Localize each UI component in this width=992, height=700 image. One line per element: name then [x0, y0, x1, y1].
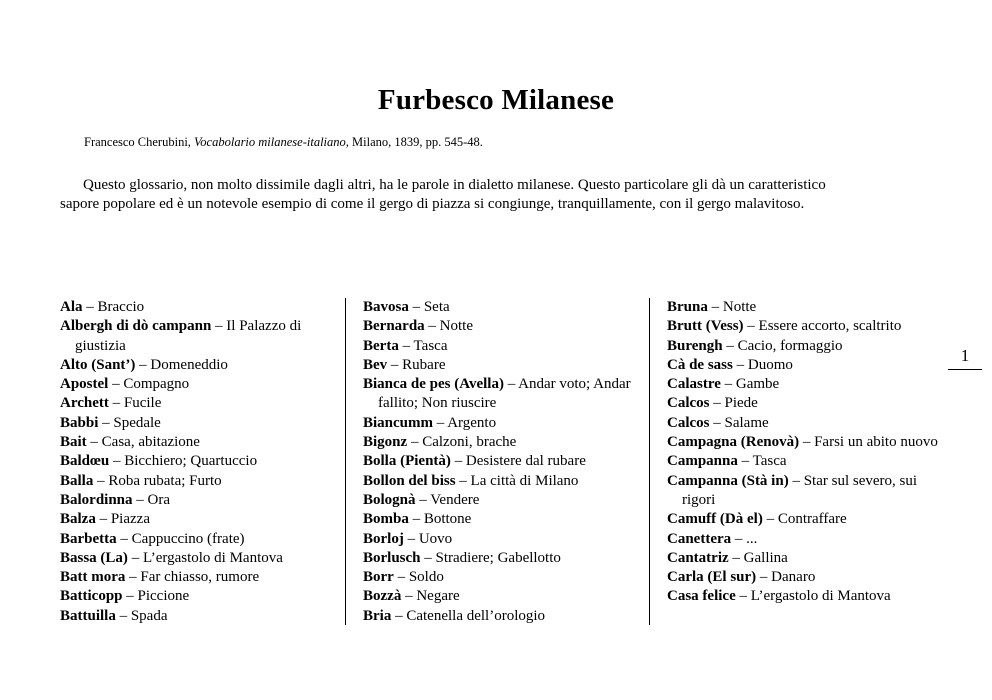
glossary-entry — [60, 298, 340, 317]
glossary-term: Barbetta — [60, 530, 117, 547]
glossary-column-2 — [363, 298, 643, 626]
glossary-entry — [60, 317, 340, 356]
glossary-definition: – Notte — [424, 318, 473, 335]
glossary-definition: – Calzoni, brache — [407, 434, 517, 451]
glossary-term: Bolognà — [363, 491, 416, 508]
intro-paragraph — [60, 176, 940, 214]
glossary-term: Carla (El sur) — [667, 569, 757, 586]
glossary-entry — [60, 607, 340, 626]
glossary-definition: – Gambe — [720, 376, 780, 393]
column-divider — [649, 298, 650, 625]
intro-line-2: sapore popolare ed è un notevole esempio di come il gergo di piazza si congiunge, tranquillamente, con il gergo malavitoso. — [60, 196, 805, 212]
glossary-entry — [60, 587, 340, 606]
glossary-entry — [363, 510, 643, 529]
glossary-term: Campanna — [667, 453, 738, 470]
glossary-term: Borloj — [363, 530, 404, 547]
glossary-entry — [667, 568, 947, 587]
glossary-term: Albergh di dò campann — [60, 318, 212, 335]
glossary-definition: – Duomo — [732, 356, 793, 373]
glossary-entry — [60, 549, 340, 568]
glossary-definition: – Cacio, formaggio — [722, 337, 843, 354]
glossary-definition: – Andar voto; Andar fallito; Non riuscire — [378, 376, 631, 412]
glossary-definition: – Fucile — [108, 395, 162, 412]
glossary-term: Calastre — [667, 376, 721, 393]
glossary-definition: – Ora — [132, 491, 171, 508]
glossary-term: Bassa (La) — [60, 549, 128, 566]
glossary-entry — [363, 587, 643, 606]
glossary-definition: – Il Palazzo di giustizia — [75, 318, 302, 354]
column-divider — [345, 298, 346, 625]
glossary-entry — [667, 394, 947, 413]
glossary-term: Bollon del biss — [363, 472, 456, 489]
glossary-term: Bomba — [363, 511, 409, 528]
glossary-definition: – Desistere dal rubare — [450, 453, 586, 470]
glossary-entry — [363, 356, 643, 375]
glossary-entry — [667, 549, 947, 568]
glossary-definition: – Catenella dell’orologio — [391, 607, 546, 624]
glossary-entry — [60, 433, 340, 452]
glossary-term: Berta — [363, 337, 399, 354]
glossary-term: Camuff (Dà el) — [667, 511, 763, 528]
glossary-term: Bavosa — [363, 299, 409, 315]
glossary-definition: – La città di Milano — [455, 472, 579, 489]
glossary-entry — [667, 356, 947, 375]
glossary-definition: – Tasca — [737, 453, 787, 470]
glossary-entry — [667, 530, 947, 549]
glossary-entry — [667, 587, 947, 606]
glossary-term: Apostel — [60, 376, 109, 393]
glossary-term: Burengh — [667, 337, 723, 354]
glossary-definition: – Argento — [433, 414, 497, 431]
glossary-entry — [667, 337, 947, 356]
glossary-definition: – Casa, abitazione — [86, 434, 200, 451]
glossary-entry — [60, 375, 340, 394]
glossary-term: Balla — [60, 472, 94, 489]
glossary-entry — [667, 452, 947, 471]
glossary-term: Campagna (Renovà) — [667, 434, 800, 451]
glossary-term: Battuilla — [60, 607, 116, 624]
glossary-definition: – Roba rubata; Furto — [93, 472, 222, 489]
glossary-term: Campanna (Stà in) — [667, 472, 789, 489]
glossary-term: Bait — [60, 434, 87, 451]
glossary-term: Archett — [60, 395, 109, 412]
glossary-definition: – Star sul severo, sui rigori — [682, 472, 918, 508]
glossary-term: Bev — [363, 356, 388, 373]
glossary-definition: – ... — [731, 530, 758, 547]
glossary-entry — [363, 530, 643, 549]
glossary-term: Batt mora — [60, 569, 126, 586]
glossary-definition: – Vendere — [415, 491, 480, 508]
glossary-definition: – Salame — [709, 414, 769, 431]
glossary-entry — [363, 568, 643, 587]
glossary-definition: – Braccio — [82, 299, 145, 315]
glossary-entry — [60, 356, 340, 375]
glossary-column-1 — [60, 298, 340, 626]
glossary-entry — [363, 337, 643, 356]
glossary-term: Bruna — [667, 299, 708, 315]
glossary-definition: – Compagno — [108, 376, 190, 393]
glossary-entry — [60, 414, 340, 433]
glossary-term: Cantatriz — [667, 549, 729, 566]
glossary-term: Cà de sass — [667, 356, 733, 373]
glossary-definition: – Bicchiero; Quartuccio — [109, 453, 258, 470]
glossary-definition: – Piccione — [122, 588, 190, 605]
glossary-entry — [363, 298, 643, 317]
glossary-definition: – Contraffare — [762, 511, 847, 528]
glossary-entry — [60, 472, 340, 491]
glossary-entry — [363, 452, 643, 471]
source-citation — [84, 135, 483, 150]
glossary-entry — [667, 298, 947, 317]
source-work-title: Vocabolario milanese-italiano — [194, 135, 346, 149]
glossary-definition: – Notte — [707, 299, 757, 315]
glossary-term: Calcos — [667, 395, 710, 412]
glossary-term: Babbi — [60, 414, 99, 431]
glossary-entry — [60, 568, 340, 587]
glossary-definition: – L’ergastolo di Mantova — [735, 588, 891, 605]
glossary-definition: – Domeneddio — [135, 356, 228, 373]
glossary-term: Balordinna — [60, 491, 133, 508]
glossary-term: Casa felice — [667, 588, 736, 605]
glossary-term: Bolla (Pientà) — [363, 453, 451, 470]
glossary-term: Bigonz — [363, 434, 408, 451]
glossary-definition: – Tasca — [398, 337, 448, 354]
glossary-entry — [363, 472, 643, 491]
glossary-entry — [363, 317, 643, 336]
glossary-definition: – Negare — [401, 588, 460, 605]
glossary-definition: – Soldo — [393, 569, 444, 586]
glossary-definition: – Cappuccino (frate) — [116, 530, 245, 547]
glossary-definition: – Uovo — [403, 530, 453, 547]
glossary-definition: – L’ergastolo di Mantova — [127, 549, 283, 566]
glossary-term: Biancumm — [363, 414, 434, 431]
glossary-entry — [667, 375, 947, 394]
glossary-entry — [363, 491, 643, 510]
glossary-definition: – Spada — [115, 607, 168, 624]
glossary-term: Balza — [60, 511, 96, 528]
glossary-term: Bozzà — [363, 588, 402, 605]
glossary-definition: – Far chiasso, rumore — [125, 569, 260, 586]
glossary-entry — [363, 414, 643, 433]
intro-line-1: Questo glossario, non molto dissimile dagli altri, ha le parole in dialetto milanese. Questo particolare gli dà un caratteristico — [83, 177, 826, 193]
glossary-entry — [667, 433, 947, 452]
glossary-entry — [667, 414, 947, 433]
glossary-term: Bernarda — [363, 318, 425, 335]
glossary-definition: – Essere accorto, scaltrito — [743, 318, 902, 335]
glossary-term: Borlusch — [363, 549, 421, 566]
glossary-term: Batticopp — [60, 588, 123, 605]
glossary-entry — [60, 530, 340, 549]
glossary-entry — [667, 472, 947, 511]
glossary-entry — [60, 491, 340, 510]
glossary-entry — [60, 510, 340, 529]
glossary-definition: – Gallina — [728, 549, 788, 566]
glossary-entry — [667, 317, 947, 336]
glossary-term: Baldœu — [60, 453, 110, 470]
glossary-entry — [667, 510, 947, 529]
glossary-definition: – Stradiere; Gabellotto — [420, 549, 561, 566]
glossary-definition: – Danaro — [756, 569, 816, 586]
glossary-term: Calcos — [667, 414, 710, 431]
source-author: Francesco Cherubini, — [84, 135, 195, 149]
glossary-term: Canettera — [667, 530, 732, 547]
glossary-term: Borr — [363, 569, 394, 586]
glossary-definition: – Piede — [709, 395, 758, 412]
glossary-term: Brutt (Vess) — [667, 318, 744, 335]
glossary-entry — [60, 394, 340, 413]
glossary-definition: – Seta — [408, 299, 450, 315]
glossary-term: Bria — [363, 607, 392, 624]
glossary-entry — [363, 607, 643, 626]
glossary-entry — [363, 375, 643, 414]
page-title: Furbesco Milanese — [377, 84, 615, 116]
glossary-definition: – Bottone — [408, 511, 472, 528]
glossary-entry — [363, 433, 643, 452]
glossary-definition: – Piazza — [95, 511, 150, 528]
glossary-definition: – Spedale — [98, 414, 161, 431]
glossary-definition: – Farsi un abito nuovo — [799, 434, 938, 451]
glossary-term: Bianca de pes (Avella) — [363, 376, 504, 393]
glossary-column-3 — [667, 298, 947, 607]
glossary-term: Alto (Sant’) — [60, 356, 136, 373]
glossary-definition: – Rubare — [387, 356, 446, 373]
glossary-entry — [363, 549, 643, 568]
page-number: 1 — [948, 346, 982, 370]
source-details: , Milano, 1839, pp. 545-48. — [345, 135, 483, 149]
glossary-term: Ala — [60, 299, 83, 315]
glossary-entry — [60, 452, 340, 471]
